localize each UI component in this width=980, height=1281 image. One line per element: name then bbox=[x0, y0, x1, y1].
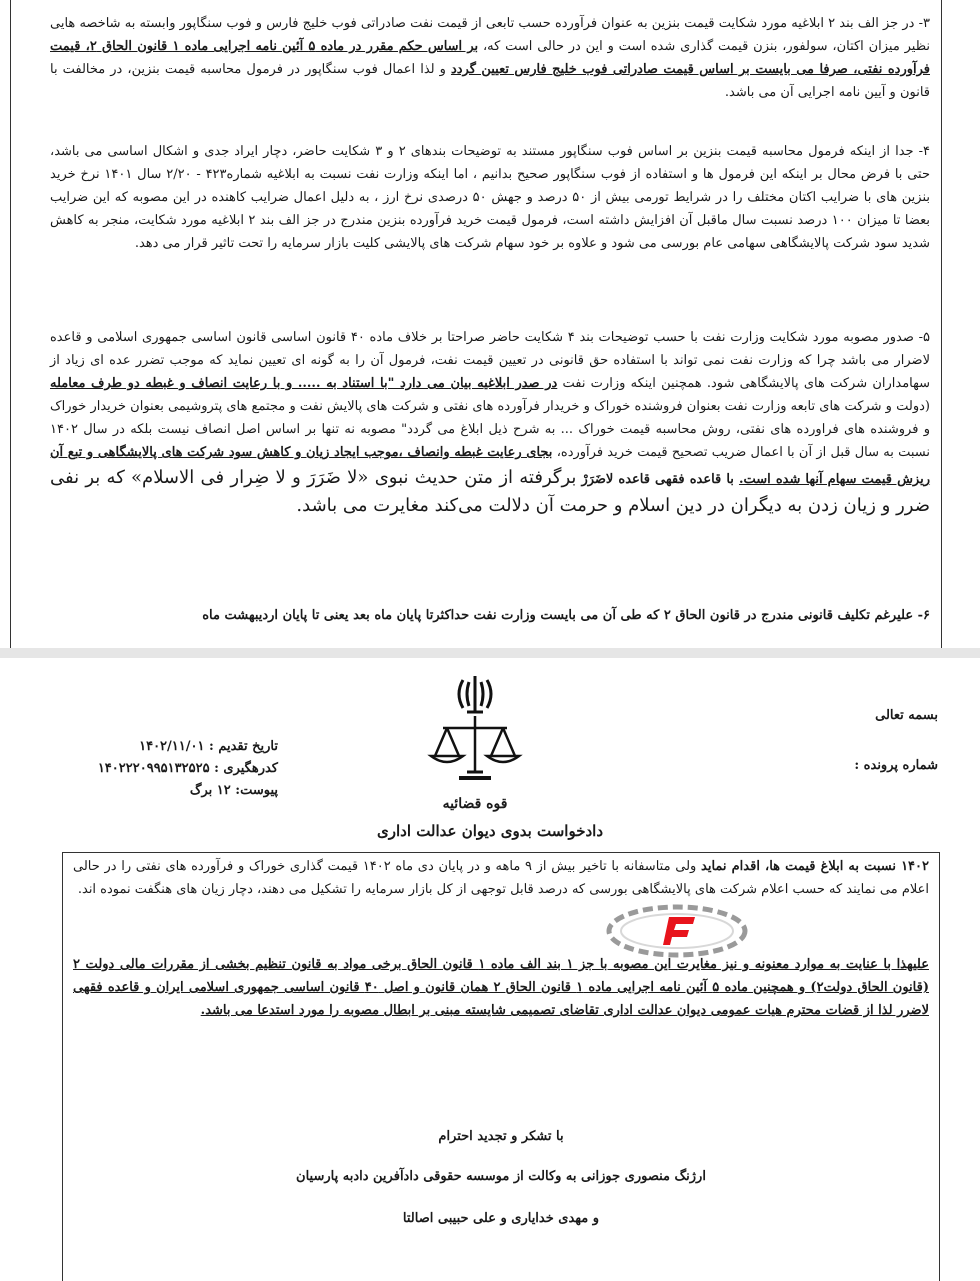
text-segment: برگرفته از متن حدیث نبوی «لا ضَرَرَ و لا ضِرار فی الاسلام» که بر نفی ضرر و زیان زدن به دیگران در دین اسلام و حرمت آن دلالت می‌کند مغایرت می باشد. bbox=[50, 467, 930, 516]
text-segment: و لذا اعمال فوب سنگاپور در فرمول محاسبه قیمت بنزین، در مخالفت با قانون و آیین نامه اجرایی آن می باشد. bbox=[50, 62, 930, 100]
text-segment: علیهذا با عنایت به موارد معنونه و نیز مغایرت این مصوبه با جز ۱ بند الف ماده ۱ قانون الحاق برخی مواد به قانون تنظیم بخشی از مقررات مالی دولت ۲ (قانون الحاق دولت۲) و همچنین ماده ۵ آئین نامه اجرایی ماده ۱ قانون الحاق ۲ همان قانون و اصل ۴۰ قانون اساسی جمهوری اسلامی ایران و قاعده فقهی لاضرر لذا از قضات محترم هیات عمومی دیوان عدالت اداری تقاضای تصمیمی شایسته مبنی بر ابطال مصوبه را مورد استدعا می باشد. bbox=[73, 957, 929, 1018]
submission-date: تاریخ تقدیم : ۱۴۰۲/۱۱/۰۱ bbox=[139, 739, 278, 754]
text-segment: ۳- در جز الف بند ۲ ابلاغیه مورد شکایت قیمت بنزین به عنوان فرآورده حسب تابعی از قیمت نفت صادراتی فوب خلیج فارس و فوب سنگاپور وابسته به شاخصه هایی نظیر میزان اکتان، سولفور، بنزن قیمت گذاری شده است و این در حالی است که، bbox=[50, 16, 930, 54]
text-segment: (دولت و شرکت های تابعه وزارت نفت بعنوان فروشنده خوراک و خریدار فرآورده های نفتی و شرکت های پالایش نفت و مجتمع های پتروشیمی بعنوان خریدار خوراک و فروشنده های فراورده های نفتی، روش محاسبه قیمت خوراک ... به شرح ذیل ابلاغ می گردد" مصوبه نه تنها بر اساس اصل انصاف نیست بلکه در سال ۱۴۰۲ نسبت به سال قبل از آن با اعمال ضریب تصحیح قیمت خرید فرآورده، bbox=[50, 399, 931, 460]
page-separator bbox=[0, 648, 980, 658]
news-logo-f-icon bbox=[603, 901, 751, 961]
text-segment: با قاعده فقهی قاعده لاضَرَرْ bbox=[576, 472, 739, 487]
attachments-count: پیوست: ۱۲ برگ bbox=[189, 783, 278, 798]
paragraph-4 bbox=[50, 140, 930, 255]
paragraph-6-continued bbox=[73, 855, 929, 901]
petition-title: دادخواست بدوی دیوان عدالت اداری bbox=[376, 822, 603, 840]
paragraph-5 bbox=[50, 326, 930, 520]
text-segment: ولی متاسفانه با تاخیر بیش از ۹ ماهه و در پایان دی ماه ۱۴۰۲ قیمت گذاری خوراک و فرآورده های نفتی را در حالی اعلام می نمایند که حسب اعلام شرکت های پالایشگاهی بورسی که درصد قابل توجهی از کل بازار سرمایه را تشکیل می دهند، دچار زیان های هنگفت نموده اند. bbox=[73, 859, 929, 897]
iran-emblem-scales-icon bbox=[425, 672, 525, 792]
text-segment: ۱۴۰۲ نسبت به ابلاغ قیمت ها، اقدام نماید bbox=[701, 859, 929, 874]
bismillah-heading: بسمه تعالی bbox=[875, 708, 938, 723]
text-segment: ۵- صدور مصوبه مورد شکایت وزارت نفت با حسب توضیحات بند ۴ شکایت حاضر صراحتا بر خلاف ماده ۴۰ قانون اساسی قانون اساسی جمهوری اسلامی و قاعده لاضرار می باشد چرا که وزارت نفت نمی تواند با استفاده حق قانونی در تعیین قیمت نفت، فرمول آن را به گونه ای تعیین نماید که موجب تضرر عده ای زیاد از سهامداران شرکت های پالایشگاهی شود. همچنین اینکه وزارت نفت bbox=[50, 330, 931, 391]
paragraph-6: ۶- علیرغم تکلیف قانونی مندرج در قانون الحاق ۲ که طی آن می بایست وزارت نفت حداکثرتا پایان ماه بعد یعنی تا پایان اردیبهشت ماه bbox=[202, 608, 930, 623]
paragraph-3 bbox=[50, 12, 930, 104]
text-segment: در صدر ابلاغیه بیان می دارد "با استناد به ..... و با رعایت انصاف و غبطه دو طرف معامله bbox=[50, 376, 558, 391]
page-border-left bbox=[10, 0, 11, 648]
conclusion-paragraph bbox=[73, 953, 929, 1022]
petition-body-box bbox=[62, 852, 940, 1281]
case-number-label: شماره پرونده : bbox=[854, 758, 938, 773]
text-segment: بجای رعایت غبطه وانصاف ،موجب ایجاد زیان و کاهش سود شرکت های پالایشگاهی و تبع آن ریزش قیمت سهام آنها شده است. bbox=[50, 445, 931, 487]
tracking-code: کدرهگیری : ۱۴۰۲۲۲۰۹۹۵۱۳۲۵۲۵ bbox=[97, 761, 278, 776]
document-page-lower bbox=[0, 658, 980, 1280]
closing-thanks: با تشکر و تجدید احترام bbox=[438, 1129, 564, 1144]
petition-metadata bbox=[48, 736, 278, 802]
judiciary-name: قوه قضائیه bbox=[442, 796, 508, 812]
signature-line-2: و مهدی خدایاری و علی حبیبی اصالتا bbox=[402, 1211, 600, 1226]
text-segment: ۴- جدا از اینکه فرمول محاسبه قیمت بنزین بر اساس فوب سنگاپور مستند به توضیحات بندهای ۲ و ۳ شکایت حاضر، دچار ایراد جدی و اشکال اساسی می باشد، حتی با فرض محال بر اینکه این فرمول ها و استفاده از فوب سنگاپور صحیح بدانیم ، اما اینکه وزارت نفت نسبت به ابلاغیه شماره۴۲۳ - ۲/۲۰ سال ۱۴۰۱ نرخ خرید بنزین های با ضرایب اکتان مختلف را در شرایط تورمی بیش از ۵۰ درصد و جهش ۵۰ درصدی نرخ ارز ، به دلیل اعمال ضرایب کاهنده در این مصوبه که این ضرایب بعضا تا میزان ۱۰۰ درصد نسبت سال ماقبل آن افزایش داشته است، فرمول قیمت خرید فرآورده بنزین مندرج در جز الف بند ۲ ابلاغیه مورد شکایت، منجر به کاهش شدید سود شرکت پالایشگاهی سهامی عام بورسی می شود و علاوه بر خود سهام شرکت های پالایشی کلیت بازار سرمایه را تحت تاثیر قرار می دهد. bbox=[50, 144, 931, 251]
signature-line-1: ارژنگ منصوری جوزانی به وکالت از موسسه حقوقی دادآفرین دادبه پارسیان bbox=[296, 1169, 706, 1184]
page-border-right bbox=[941, 0, 942, 648]
text-segment: بر اساس حکم مقرر در ماده ۵ آئین نامه اجرایی ماده ۱ قانون الحاق ۲، قیمت فرآورده نفتی، صرفا می بایست بر اساس قیمت صادراتی فوب خلیج فارس تعیین گردد bbox=[50, 39, 930, 77]
